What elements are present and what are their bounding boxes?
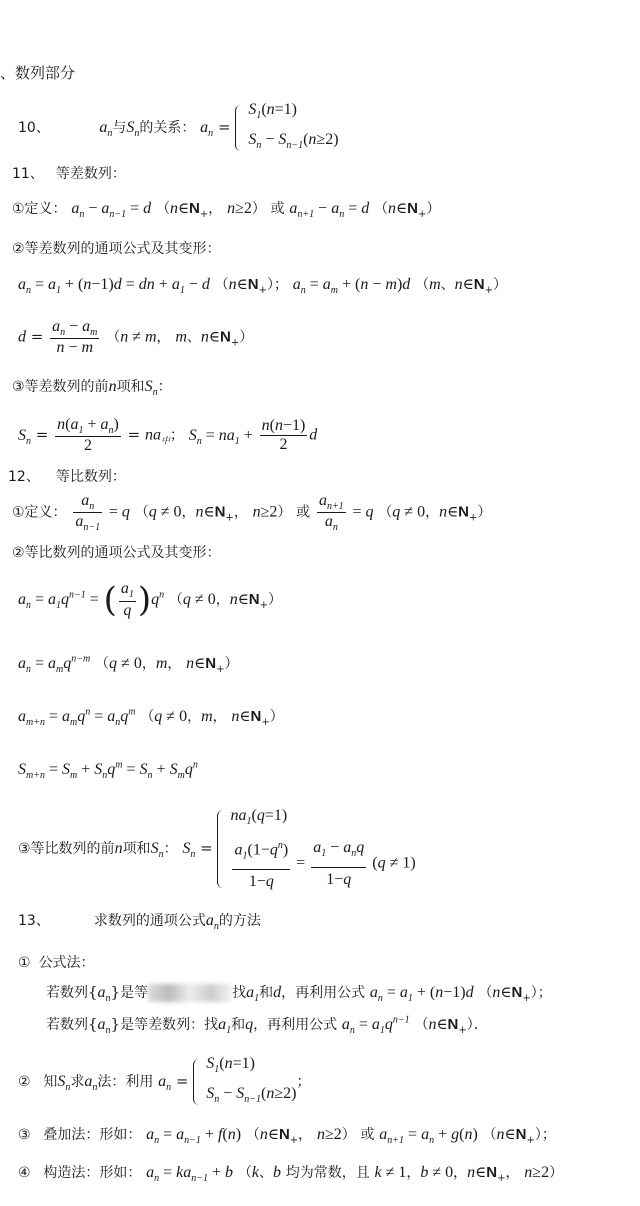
blurred-region — [148, 984, 232, 1002]
gp-general-term: $a_n = a_1q^{n-1}$ = ( $\frac{a_1}{q}$ )$q^n$ （q ≠ 0，$n\in N_+$） — [18, 580, 283, 620]
item-10: 10、 $a_n$与$S_n$的关系： $a_n$ = $S_1(n=1)$ $S_n - S_{n-1}(n\ge 2)$ — [18, 101, 339, 152]
method-3: ③ 叠加法：形如： $a_n = a_{n-1} + f(n)$ （$n\in N_+$， n≥2） 或 $a_{n+1} = a_n + g(n)$ $(n\in N_+)$； — [18, 1125, 556, 1147]
ap-general-term: $a_n = a_1 + (n-1)d$ = dn + $a_1 - d$ $(n\in N_+)$； $a_n = a_m + (n - m)d$ （m、$n\in N_+$） — [18, 275, 507, 297]
gp-definition: ①定义： $\frac{a_n}{a_{n-1}}$ = q （q ≠ 0，$n\in N_+$， n≥2） 或 $\frac{a_{n+1}}{a_n}$ = q （q ≠ 0，$n\in N_+$） — [12, 492, 492, 534]
gp-formula-title: ②等比数列的通项公式及其变形： — [12, 545, 221, 561]
method-2: ② 知$S_n$求$a_n$法：利用 $a_n$ = $S_1(n=1)$ $S_n - S_{n-1}(n\ge 2)$ ； — [18, 1055, 311, 1106]
item-11-title: 11、 等差数列： — [12, 166, 126, 182]
section-title: 、数列部分 — [0, 64, 76, 82]
gp-term-amn: $a_{m+n} = a_mq^n = a_nq^m$ （q ≠ 0，m， $n\in N_+$） — [18, 706, 284, 729]
ap-sum-formula: $S_n$ = $\frac{n(a_1 + a_n)}{2}$ = $na_中$； $S_n = na_1$ + $\frac{n(n-1)}{2}$ d — [18, 416, 318, 455]
ap-sum-title: ③等差数列的前n项和$S_n$： — [12, 378, 172, 399]
gp-sum: ③等比数列的前n项和$S_n$： $S_n$ = $na_1(q=1)$ $\frac{a_1(1-q^n)}{1-q}$ = $\frac{a_1 - a_nq}{1-q}$ (q ≠ 1) — [18, 807, 416, 890]
method-1-line-2: 若数列$\{a_n\}$是等差数列：找$a_1$和q，再利用公式 $a_n = a_1q^{n-1}$ $(n\in N_+)$． — [46, 1014, 488, 1037]
ap-formula-title: ②等差数列的通项公式及其变形： — [12, 241, 221, 257]
method-4: ④ 构造法：形如： $a_n = ka_{n-1} + b$ （k、b 均为常数，且 k ≠ 1，b ≠ 0，$n\in N_+$， n≥2） — [18, 1163, 564, 1185]
method-1-title: ① 公式法： — [18, 955, 95, 971]
gp-term-am: $a_n = a_mq^{n-m}$ （q ≠ 0，m， $n\in N_+$） — [18, 653, 239, 676]
ap-definition: ①定义： $a_n - a_{n-1} = d$ （$n\in N_+$， n≥2） 或 $a_{n+1} - a_n = d$ $(n\in N_+)$ — [12, 199, 441, 221]
gp-sum-smn: $S_{m+n} = S_m + S_nq^m = S_n + S_mq^n$ — [18, 760, 198, 782]
item-12-title: 12、 等比数列： — [8, 469, 126, 485]
item-13-title: 13、 求数列的通项公式$a_n$的方法 — [18, 912, 261, 933]
method-1-line-1: 若数列$\{a_n\}$是等 找$a_1$和d，再利用公式 $a_n = a_1 + (n-1)d$ $(n\in N_+)$； — [46, 983, 552, 1005]
ap-d-formula: d = $\frac{a_n - a_m}{n - m}$ （n ≠ m， m、$n\in N_+$） — [18, 318, 254, 357]
